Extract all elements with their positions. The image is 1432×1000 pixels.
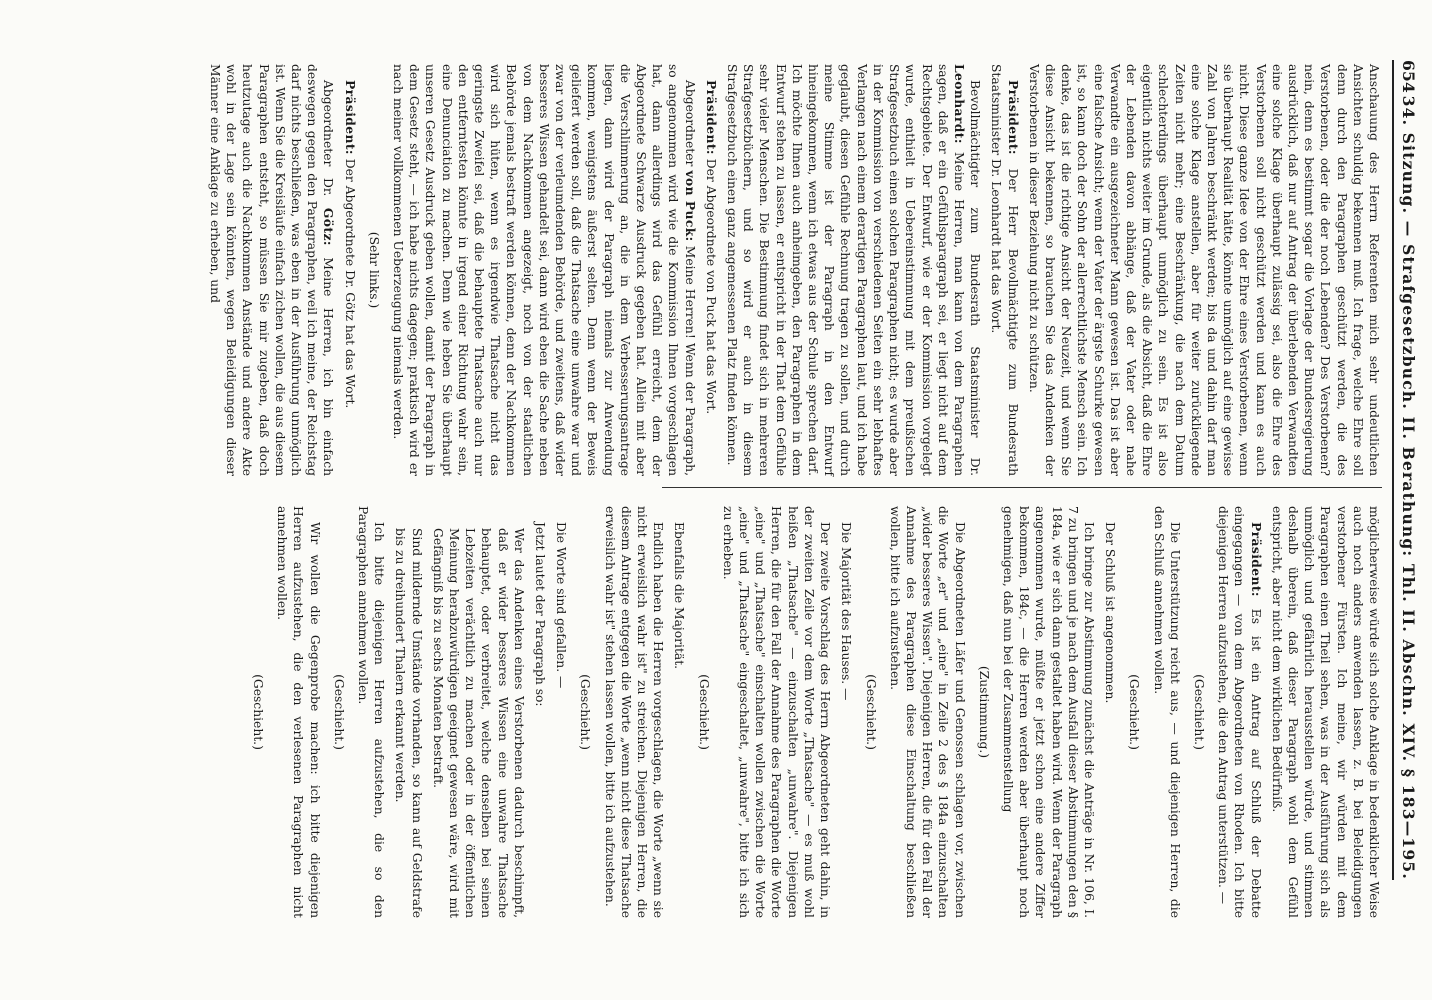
paragraph xyxy=(207,64,337,476)
paragraph: Die Unterstützung reicht aus, — und diejenigen Herren, die den Schluß annehmen wollen. xyxy=(1151,506,1182,918)
running-title: 34. Sitzung. — Strafgesetzbuch. II. Berathung: Thl. II. Abschn. XIV. § 183—195. xyxy=(1399,95,1419,880)
paragraph: möglicherweise würde sich solche Anklage in bedenklicher Weise auch noch anders anwenden lassen, z. B. bei Beleidigungen verstorbener Fürsten. Ich meine, wir würden mit dem Paragraphen einen Theil sehen, was in der Ausführung sich als unmöglich und gefährlich herausstellen würde, und stimmen deshalb überein, daß dieser Paragraph wohl dem Gefühl entspricht, aber nicht dem wirklichen Bedürfniß. xyxy=(1269,506,1381,918)
paragraph xyxy=(341,64,357,476)
paragraph-text: Der Herr Bevollmächtigte zum Bundesrath Staatsminister Dr. Leonhardt hat das Wort. xyxy=(989,64,1020,476)
paragraph: Ich bringe zur Abstimmung zunächst die Anträge in Nr. 106, I. 7 zu bringen und je nach dem Ausfall dieser Abstimmungen den § 184a, wie er sich dann gestaltet haben wird. Wenn der Paragraph angenommen wurde, müßte er jetzt schon eine andere Ziffer bekommen, 184c, — die Herren werden aber überhaupt noch genehmigen, daß nun bei der Zusammenstellung xyxy=(1000,506,1096,918)
paragraph-text: Meine Herren! Wenn der Paragraph, so angenommen wird wie die Kommission Ihnen vorgeschlagen hat, dann allerdings wird das Gefühl erreicht, dem der Abgeordnete Schwarze Ausdruck gegeben hat. Allein mit aber die Verschlimmerung an, die in dem Verbesserungsantrage liegen, dann wird der Paragraph niemals zur Anwendung kommen, wenigstens äußerst selten. Denn wenn der Beweis geliefert werden soll, daß die Thatsache eine unwahre war und zwar von der verleumdenden Behörde, und zweitens, daß wider besseres Wissen gehandelt sei, dann wird eben die Sache neben von dem Nachkommen angezeigt, noch von der staatlichen Behörde jemals bestraft werden können, denn der Nachkommen wird sich hüten, wenn es irgendwie Thatsache nicht das geringste Zweifel sei, daß die behauptete Thatsache auch nur den entferntesten könnte in irgend einer Richtung wahr sein, eine Denunciation zu machen. Denn wie heben Sie überhaupt unseren Gesetz Ausdruck geben wollen, damit der Paragraph in dem Gesetz steht, — ich habe nichts dagegen; praktisch wird er nach meiner vollkommenen Ueberzeugung niemals werden. xyxy=(391,64,697,476)
paragraph: Die Abgeordneten Läfer und Genossen schlagen vor, zwischen die Worte „er" und „eine" in Zeile 2 des § 184a einzuschalten „wider besseres Wissen". Diejenigen Herren, die für den Fall der Annahme des Paragraphen diese Einschaltung beschließen wollen, bitte ich aufzustehen. xyxy=(887,506,967,918)
speaker: von Puck: xyxy=(682,170,698,242)
paragraph-text: Meine Herren, man kann von dem Paragraphen sagen, daß er ein Gefühlsparagraph sei, er liegt nicht auf dem Rechtsgebiete. Der Entwurf, wie er der Kommission vorgelegt wurde, enthielt in Uebereinstimmung mit dem preußischen Strafgesetzbuch einen solchen Paragraphen nicht; es wurde aber in der Kommission von verschiedenen Seiten ein sehr lebhaftes Verlangen nach einem derartigen Paragraphen laut, und ich habe geglaubt, diesen Gefühle Rechnung tragen zu sollen, und durch meine Stimme ist der Paragraph in den Entwurf hineingekommen, wenn ich etwas aus der Schule sprechen darf. Ich möchte Ihnen auch anheimgeben, den Paragraphen in dem Entwurf stehen zu lassen, er entspricht in der That dem Gefühle sehr vieler Menschen. Die Bestimmung findet sich in mehreren Strafgesetzbüchern, und so wird er auch in diesem Strafgesetzbuch einen ganz angemessenen Platz finden können. xyxy=(725,64,966,476)
paragraph: Der Schluß ist angenommen. xyxy=(1103,522,1118,704)
speaker: Präsident: xyxy=(1248,522,1264,597)
interjection: (Geschieht.) xyxy=(1191,674,1206,750)
left-column xyxy=(202,64,1382,476)
page-number: 654 xyxy=(1399,60,1419,93)
interjection: (Geschieht.) xyxy=(696,674,711,750)
column-divider xyxy=(662,487,1382,488)
paragraph xyxy=(724,64,983,476)
paragraph: Anschauung des Herrn Referenten mich sehr undeutlichen Ansichten schuldig bekennen muß. Ich frage, welche Ehre soll denn durch den Paragraphen geschützt werden, die des Verstorbenen, oder die der noch Lebenden? Des Verstorbenen? nein, denn es bestimmt sogar die Vorlage der Bundesregierung ausdrücklich, daß nur auf Antrag der überlebenden Verwandten eine solche Klage überhaupt zulässig sei, also die Ehre des Verstorbenen soll nicht geschützt werden und kann es auch nicht. Diese ganze Idee von der Ehre eines Verstorbenen, wenn sie überhaupt Realität hätte, könnte unmöglich auf eine gewisse Zahl von Jahren beschränkt werden; bis da und dahin darf man eine solche Klage anstellen, aber für weiter zurückliegende Zeiten nicht mehr; eine Beschränkung, die nach dem Datum schlechterdings überhaupt unmöglich zu sein. Es ist also eigentlich nichts weiter im Grunde, als die Absicht, daß die Ehre der Lebenden davon abhänge, daß der Vater oder nahe Verwandte ein ausgezeichneter Mann gewesen ist. Das ist aber eine falsche Ansicht; wenn der Vater der ärgste Schurke gewesen ist, so kann doch der Sohn der allerrechtlichste Mensch sein. Ich denke, das ist die richtige Ansicht der Neuzeit, und wenn Sie diese Ansicht bekennen, so brauchen Sie das Andenken der Verstorbenen in dieser Beziehung nicht zu schützen. xyxy=(1026,64,1381,476)
interjection: (Geschieht.) xyxy=(331,674,346,750)
interjection: (Geschieht.) xyxy=(251,674,266,750)
paragraph-text: Abgeordneter Dr. xyxy=(321,80,336,197)
paragraph: Die Majorität des Hauses. — xyxy=(839,522,854,701)
interjection: (Geschieht.) xyxy=(1127,674,1142,750)
speaker: Präsident: xyxy=(703,80,719,155)
page-header xyxy=(1392,60,1424,880)
speaker: Präsident: xyxy=(342,80,358,155)
speaker: Leonhardt: xyxy=(951,64,967,144)
interjection: (Geschieht.) xyxy=(863,674,878,750)
paragraph: Ebenfalls die Majorität. xyxy=(672,522,687,670)
paragraph: Die Worte sind gefallen. — xyxy=(554,522,569,689)
paragraph: Der zweite Vorschlag des Herrn Abgeordneten geht dahin, in der zweiten Zeile vor dem Worte „Thatsache" — es muß wohl heißen „Thatsache" — einzuschalten „unwahre". Diejenigen Herren, die für den Fall der Annahme des Paragraphen die Worte „eine" und „Thatsache" einschalten wollen zwischen die Worte „eine" und „Thatsache" eingeschaltet, „unwahre", bitte ich sich zu erheben. xyxy=(720,506,833,918)
paragraph-text: Es ist ein Antrag auf Schluß der Debatte eingegangen — von dem Abgeordneten von Rhoden. Ich bitte diejenigen Herren aufzustehen, die den Antrag unterstützen. — xyxy=(1216,506,1263,918)
paragraph: Wir wollen die Gegenprobe machen: ich bitte diejenigen Herren aufzustehen, die den verlesenen Paragraphen nicht annehmen wollen. xyxy=(275,506,322,918)
interjection: (Zustimmung.) xyxy=(976,665,991,759)
paragraph-text: Meine Herren, ich bin einfach deswegen gegen den Paragraphen, weil ich meine, der Reichstag darf nichts beschließen, was eben in der Ausführung unmöglich ist. Wenn Sie die Kreisläufe einfach zichen wollen, die aus diesem Paragraphen entsteht, so müssen Sie mir zugeben, daß doch heutzutage auch die Nachkommen Anstände und andere Akte wohl in der Lage sein könnten, wegen Beleidigungen dieser Männer eine Anklage zu erheben, und xyxy=(207,64,336,477)
paragraph xyxy=(390,64,698,476)
paragraph-text: Bevollmächtigter zum Bundesrath Staatsminister Dr. xyxy=(968,80,983,476)
speaker: Präsident: xyxy=(1005,80,1021,155)
paragraph xyxy=(703,64,719,476)
speaker: Götz: xyxy=(321,207,337,246)
right-column xyxy=(242,506,1382,918)
paragraph: Ich bitte diejenigen Herren aufzustehen, die so den Paragraphen annehmen wollen. xyxy=(356,506,387,918)
paragraph-text: Der Abgeordnete von Puck hat das Wort. xyxy=(703,158,718,415)
quoted-paragraph: Wer das Andenken eines Verstorbenen dadurch beschimpft, daß er wider besseres Wissen eine unwahre Thatsache behauptet, oder verbreitet, welche denselben bei seinen Lebzeiten verächtlich zu machen oder in der öffentlichen Meinung herabzuwürdigen geeignet gewesen wäre, wird mit Gefängniß bis zu sechs Monaten bestraft. xyxy=(430,528,526,918)
paragraph xyxy=(1215,506,1264,918)
quoted-paragraph: Sind mildernde Umstände vorhanden, so kann auf Geldstrafe bis zu dreihundert Thalern erkannt werden. xyxy=(393,528,424,918)
paragraph: Jetzt lautet der Paragraph so: xyxy=(533,522,548,707)
interjection: (Sehr links.) xyxy=(366,231,381,309)
paragraph-text: Abgeordneter xyxy=(682,80,697,167)
paragraph: Endlich haben die Herren vorgeschlagen, die Worte „wenn sie nicht erweislich wahr ist" zu streichen. Diejenigen Herren, die diesem Antrage entgegen die Worte „wenn nicht diese Thatsache erweislich wahr ist" stehen lassen wollen, bitte ich aufzustehen. xyxy=(602,506,666,918)
paragraph xyxy=(988,64,1020,476)
paragraph-text: Der Abgeordnete Dr. Götz hat das Wort. xyxy=(342,158,357,409)
interjection: (Geschieht.) xyxy=(578,674,593,750)
